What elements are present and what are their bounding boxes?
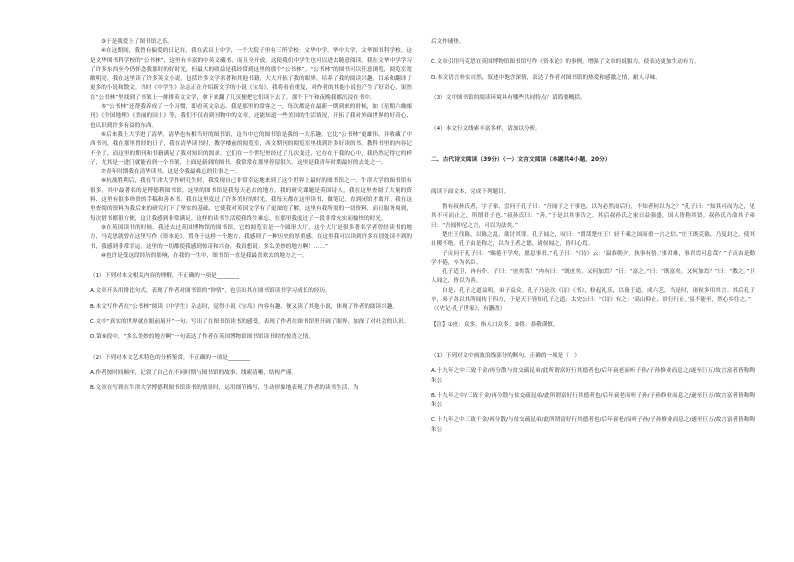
spacer xyxy=(431,134,755,145)
spacer xyxy=(431,103,755,114)
question-line: C.十九年之中三致千金/再分散/与贫交疏昆弟/此所谓富好行其德者也/后年衰老/而听子孙/子孙修业而息之/遂至巨万/故言富者皆称陶朱公 xyxy=(431,417,755,433)
question-line: B.文章在写到在牛津大学博德利图书馆读书的情景时，运用细节描写，生动形象地表现了作者的读书生活，为 xyxy=(90,385,359,392)
question-line: C.文中“真实的世界就在眼前展开”一句，写出了在图书馆读书的感受，表现了作者在图书馆里开阔了眼界，加深了对社会的认识。 xyxy=(90,319,410,326)
spacer xyxy=(90,261,412,272)
question-line: 后文作铺垫。 xyxy=(431,39,465,45)
question-line: A.十九年之中三致千金/再分散与贫交疏昆弟/此所谓富好行其德者也/后年衰老而听子孙/子孙修业而息之/遂至巨万/故言富者皆称陶朱公 xyxy=(431,368,755,384)
paragraph: ⑦青年时期我在清华读书，这是令我最难忘的往事之一。 xyxy=(101,169,241,176)
paragraph: ⑨在英国读书的时候，我还去过英国博物馆的图书馆，它的阅览室是一个圆形大厅，这个大厅是很多著名学者曾经读书的地方，马克思就曾在这里写作《资本论》。置身于这样一个地方，我感到了一种历史的厚重感。在这里我可以读到许多在别处读不到的书，我感到非常幸运。这里的一切都使我感到惊奇和兴奋，我真想说：多么美妙的地方啊！……” xyxy=(90,224,412,250)
spacer xyxy=(431,145,755,156)
spacer xyxy=(431,114,755,125)
spacer xyxy=(431,341,755,352)
paragraph: 孔子适卫，冉有仆。子曰：“庶矣哉！”冉有曰：“既庶矣，又何加焉？”曰：“富之。”曰：“既富矣，又何加焉？”曰：“教之。”卫人闻之，皆以为善。 xyxy=(431,269,755,285)
question-line: （《史记·孔子世家》，有删改） xyxy=(431,306,506,313)
question-line: （1）下列对文中画波浪线部分的断句，正确的一项是（ ） xyxy=(431,352,580,359)
paragraph: 自是，孔子之道益明，弟子益众。孔子乃论次《诗》《书》，修起礼乐，以备王道，成六艺。当是时，诸侯多用其言。其后孔子卒，弟子各以其所闻传于四方，于是天下皆知孔子之道。太史公曰：“《诗》有之：‘高山仰止，景行行止。’虽不能至，然心乡往之。” xyxy=(431,287,755,304)
section-heading: 二、古代诗文阅读（39分）（一）文言文阅读（本题共4小题，20分） xyxy=(431,157,611,164)
question-line: （3）文中图书馆的阅读环境具有哪些共同特点？请简要概括。 xyxy=(431,94,586,101)
question-line: （2）下列对本文艺术特色的分析鉴赏，不正确的一项是________ xyxy=(90,354,251,361)
spacer xyxy=(431,83,755,94)
question-line: A.文章开头用排比句式，表现了作者对图书馆的“钟情”，也引出其在图书馆读书学习成长的经历。 xyxy=(90,288,331,295)
paragraph: ④在这期间，我曾有偏爱的日记在，我在武昌上中学，一个大院子里有三所学校：文华中学、华中大学、文华图书科学校。这是文华图书科学校的“公书林”，这里有丰富的中英文藏书，而且全开放。这使我们中学生也可以进去随意阅读。我在文华中学学习了许多东西至今仍怀念我那时的好时光，但最大的收益是我经常到这里的那个“公书林”。“公书林”的图书可以任意浏览，阅览室宽敞明亮，我在这里读了许多英文小说，包括许多文学名著和其他书籍，大大开拓了我的眼界，培养了我的阅读兴趣，目录和翻译了更多的小说和散文。当时《中学生》杂志正在介绍新文学的小说《宝岛》，我将看看重复，对作者的其他小说也产生了好奇心，果然在“公书林”里找到了书架上一排排英文文学，拿下来翻了几页便把它们读下去了，那个下午和夜晚我都沉浸在书中。 xyxy=(90,48,412,101)
question-line: A.作者按时间顺序，记叙了自己在不同时期与图书馆的故事，线索清晰，结构严谨。 xyxy=(90,369,297,376)
left-column xyxy=(90,38,412,394)
paragraph: 子贡问于孔子曰：“赐倦于学矣，愿息事君。”孔子曰：“《诗》云：‘温恭朝夕，执事有恪。’事君难，事君焉可息哉？”子贡由是勤学不倦，卒为名臣。 xyxy=(431,250,755,266)
spacer xyxy=(431,166,755,177)
question-line: （1）下列对本文相关内容的理解，不正确的一项是________ xyxy=(90,273,239,280)
spacer xyxy=(431,177,755,188)
question-line: D.本文语言朴实自然，叙述中饱含深情，表达了作者对图书馆的热爱和感激之情，耐人寻味。 xyxy=(431,74,661,81)
spacer xyxy=(90,343,412,354)
question-line: 【注】①庶：众多，指人口众多。②恪：恭敬谨慎。 xyxy=(431,321,559,328)
question-line: B.本文写作者在“公书林”阅读《中学生》杂志时，觉得小说《宝岛》内容有趣，便又读了其他小说，体现了作者的阅读兴趣。 xyxy=(90,303,398,310)
spacer xyxy=(431,330,755,341)
paragraph: ③于是我爱上了图书馆之乐。 xyxy=(101,39,174,45)
question-line: D.第⑨段中，“多么美妙的地方啊”一句表达了作者在英国博物馆图书馆读书时的惊喜之情。 xyxy=(90,334,314,341)
right-column xyxy=(431,38,755,435)
paragraph: ⑩也许是受这段经历的影响，在我的一生中，图书馆一直是我最喜欢去的地方之一。 xyxy=(101,252,308,259)
paragraph: ⑤“公书林”还帮我养成了一个习惯，即看英文杂志。我是那里的常客之一，每次都是在最新一期到来的时候，如《星期六晚邮刊》《全国地理》《美丽的国土》等，我们不仅看到刊物中的文章，还能知道一些美国的生活情况，开拓了我对外面世界的好奇心，也认识到许多有益的东西。 xyxy=(90,104,412,129)
spacer xyxy=(431,47,755,58)
question-line: （4）本文行文线索丰富多样，请加以分析。 xyxy=(431,126,541,133)
paragraph: 楚庄王伐陈，以陈之乱，欲讨其罪。孔子闻之，叹曰：“贤哉楚庄王！轻千乘之国而重一言之信。”庄王既克陈，乃复封之，使其社稷不绝。孔子由是称之，以为王者之德。诸侯闻之，皆归心焉。 xyxy=(431,231,755,248)
paragraph: 鲁有叔孙氏者，字子家，尝问于孔子曰：“吾闻子之于事也，以为必然而后行，不知者何以为之？”孔子曰：“知其可而为之，见其不可而止之，所谓君子也。”叔孙氏曰：“善。”于是以其事告之。其后叔孙氏之家日益强盛，国人皆称其贤。叔孙氏乃命其子弟曰：“吾闻仲尼之言，可以为法矣。” xyxy=(431,204,755,229)
question-line: C.文章引用马克思在英国博物馆图书馆写作《资本论》的事例，增强了文章的说服力，使表达更加生动有力。 xyxy=(431,59,700,66)
paragraph: ⑧抗战胜利后，我在牛津大学作研究生时，我发现自己非常幸运地来到了这个世界上最好的图书馆之一。牛津大学的图书馆有很多，其中最著名的是博德利图书馆。这里的图书馆是我每天必去的地方。我的研究课题是英国诗人，我在这里查阅了大量的资料，这里有很多珍贵的手稿和善本书。我在这里度过了许多美好的时光，我每天都在这里读书、做笔记，直到闭馆才离开。我在这里查阅的资料为我后来的研究打下了坚实的基础，它使我对英国文学有了更深的了解。这里有我所需的一切资料，而且服务周到，每次借书都很方便，这让我感到非常满足。这样的读书生活使我终生难忘，在那里我度过了一段非常充实而愉快的时光。 xyxy=(90,178,412,222)
question-line: B.十九年之中/三致千金/再分散与贫交疏昆弟/此所谓富好行其德者也/后年衰老而听子孙/子孙修业而息之/遂至巨万/故言富者皆称陶朱公 xyxy=(431,392,755,409)
question-line: 阅读下面文本，完成下列题目。 xyxy=(431,188,510,195)
paragraph: ⑥后来我上大学进了清华，清华也有相当好的图书馆，这当中它的图书馆是我的一大乐趣。它比“公书林”更雄伟，并收藏了中西书刊，我在那里曾经的日子，我在清华读书时，教学楼前的阅览室，西文期刊的阅览室里找到许多好读的书。教科书里的内容记不全了，而这里的期刊和书籍满足了我对知识的渴求。它们在一个世纪里经过了几次变迁，它存在于我的心中，我仍然记得它的样子，尤其是一进门就能看到一个书架，上面是新到的图书，我常常在那里停留很久。这里是我青年时期最好的去处之一。 xyxy=(90,131,412,166)
